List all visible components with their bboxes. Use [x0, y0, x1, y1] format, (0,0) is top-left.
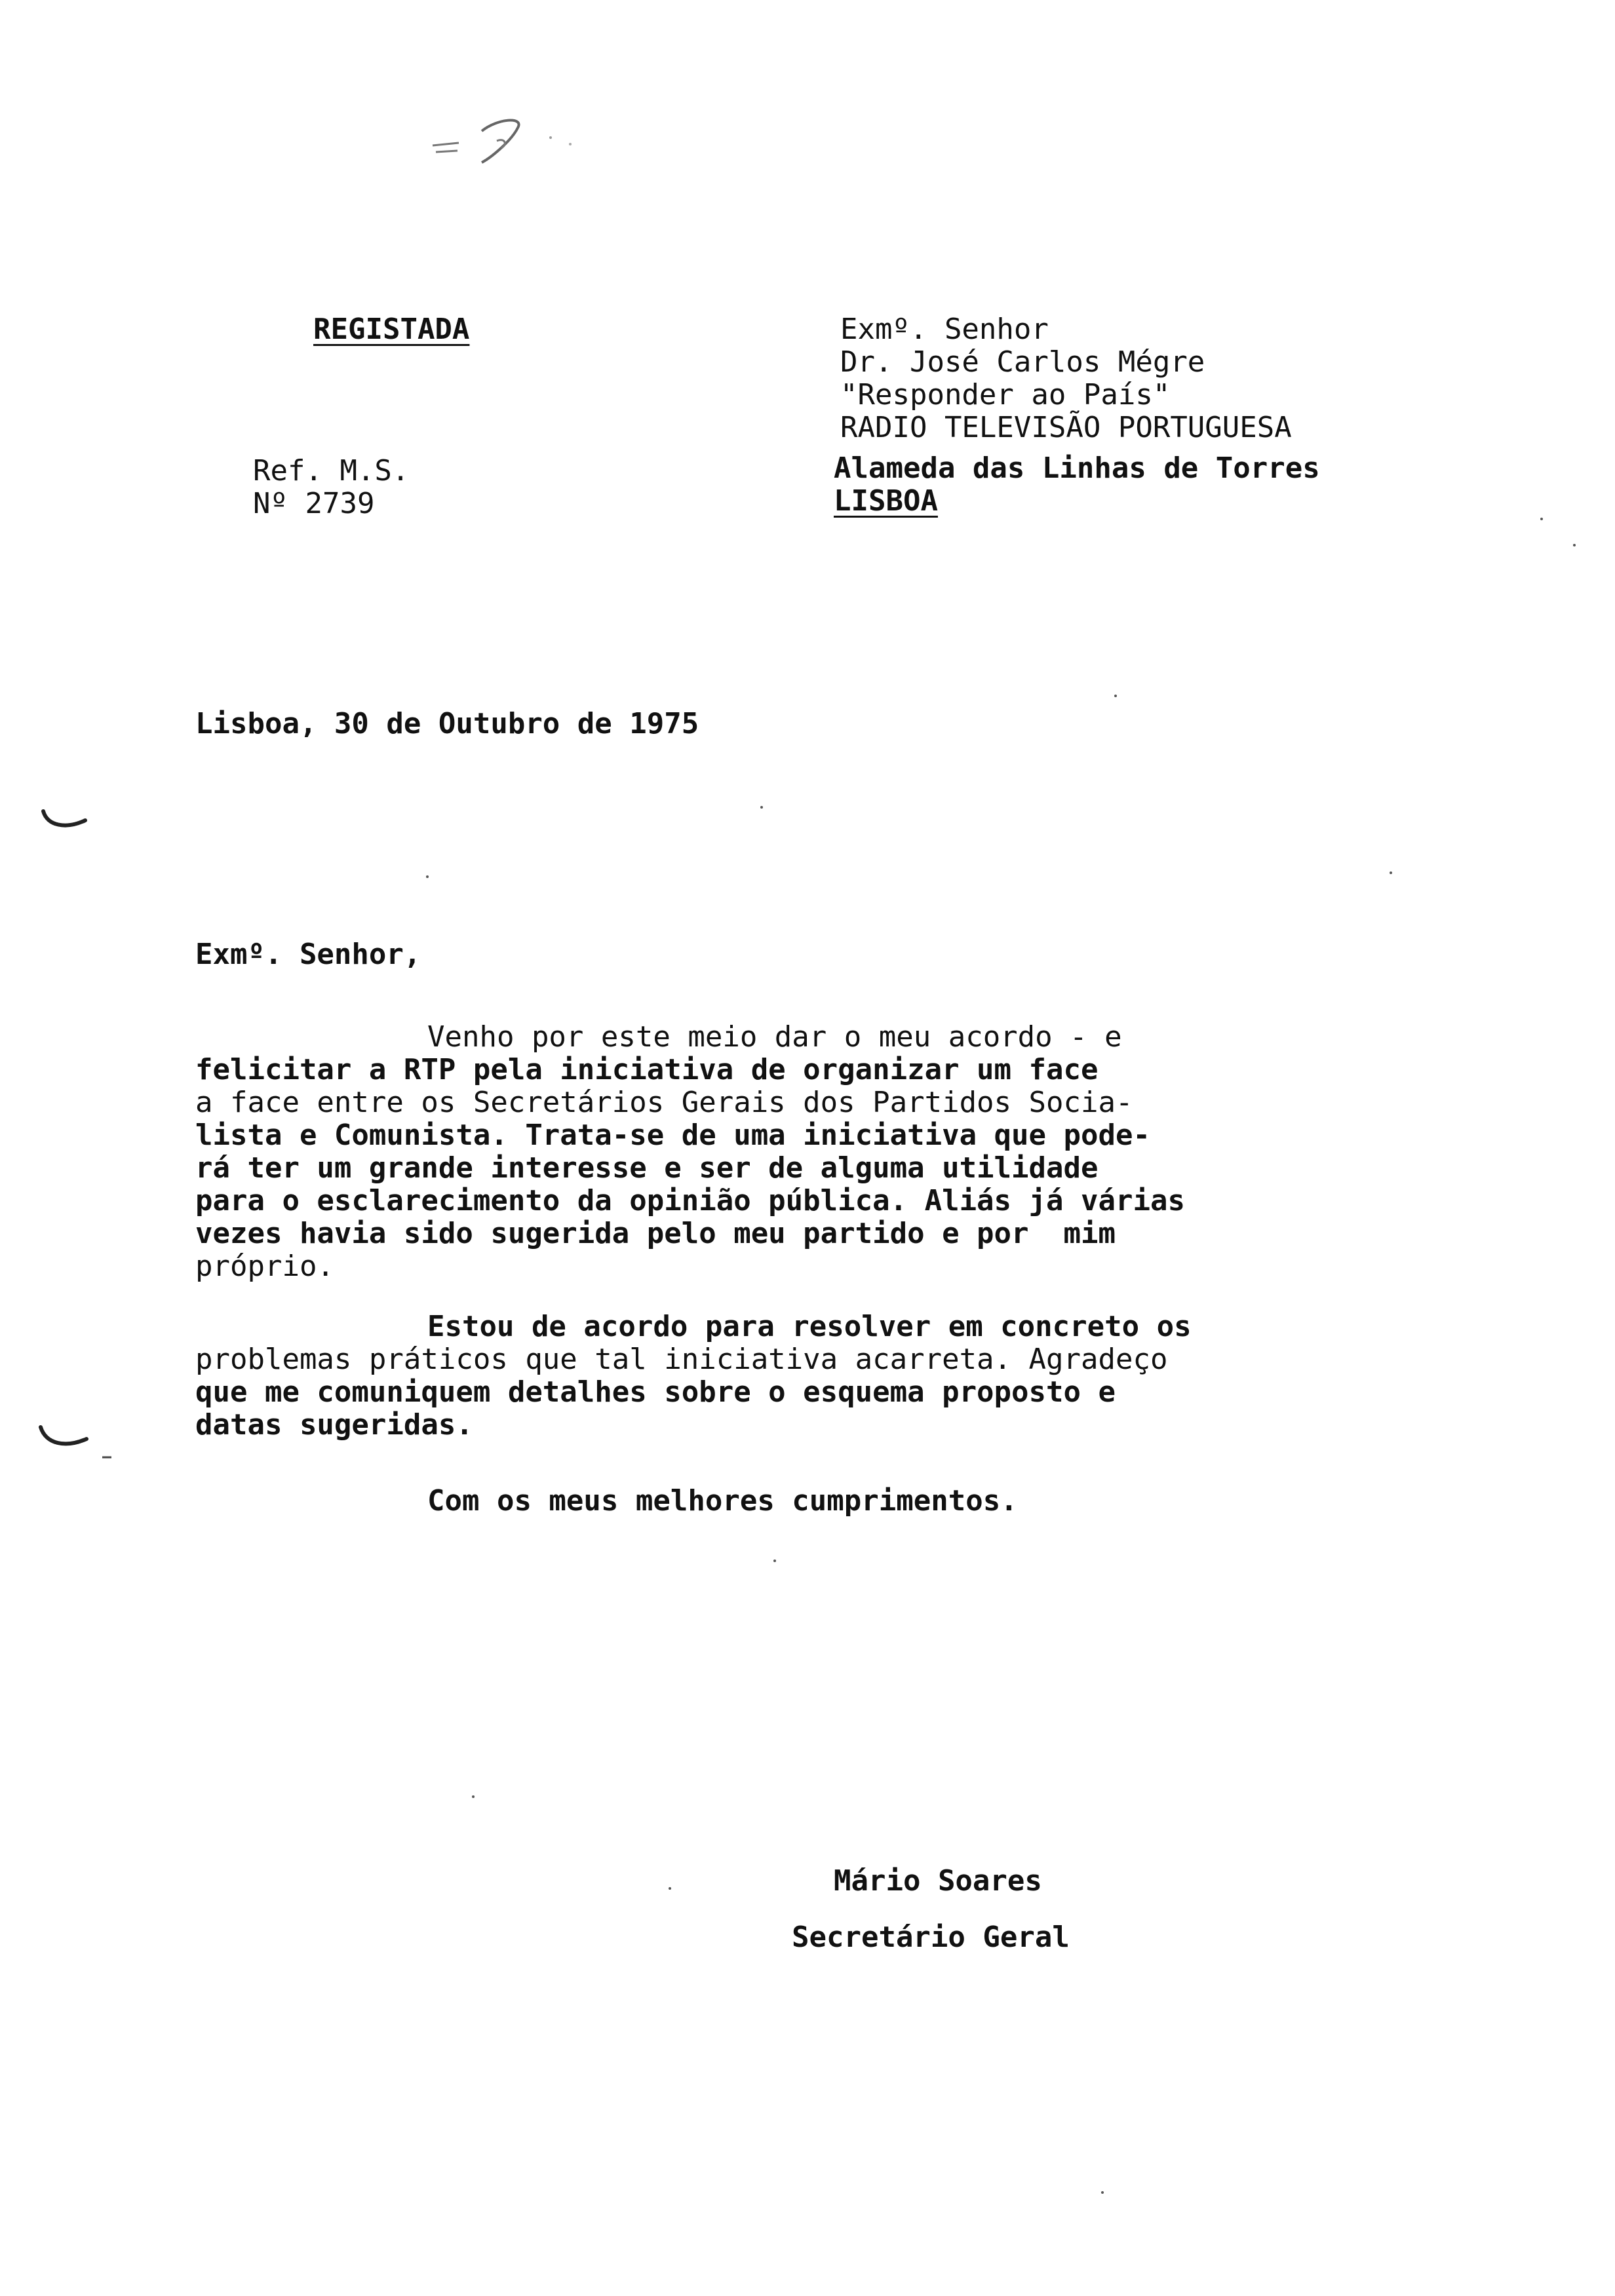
paragraph-2-line: problemas práticos que tal iniciativa acarreta. Agradeço	[195, 1343, 1168, 1376]
reference-line-2: Nº 2739	[253, 487, 375, 520]
paragraph-1-line: Venho por este meio dar o meu acordo - e	[427, 1020, 1122, 1054]
paragraph-1-line: vezes havia sido sugerida pelo meu partido e por mim	[195, 1217, 1116, 1250]
recipient-street: Alameda das Linhas de Torres	[834, 451, 1320, 485]
signatory-name: Mário Soares	[834, 1864, 1042, 1898]
paragraph-2-line: Estou de acordo para resolver em concreto os	[427, 1310, 1192, 1343]
paragraph-1-line: felicitar a RTP pela iniciativa de organizar um face	[195, 1053, 1099, 1086]
speck	[1101, 2191, 1104, 2194]
recipient-city: LISBOA	[834, 484, 938, 518]
reference-line-1: Ref. M.S.	[253, 454, 410, 488]
closing: Com os meus melhores cumprimentos.	[427, 1484, 1018, 1518]
recipient-salutation-line: Exmº. Senhor	[840, 313, 1049, 346]
speck	[1114, 695, 1117, 697]
paragraph-1-line: próprio.	[195, 1250, 334, 1283]
handwritten-mark	[419, 105, 616, 170]
paragraph-1-line: lista e Comunista. Trata-se de uma iniciativa que pode-	[195, 1119, 1150, 1152]
speck	[1573, 544, 1576, 546]
salutation: Exmº. Senhor,	[195, 938, 421, 971]
paragraph-2-line: que me comuniquem detalhes sobre o esquema proposto e	[195, 1375, 1116, 1409]
speck	[1540, 518, 1543, 520]
speck	[669, 1887, 671, 1890]
signatory-title: Secretário Geral	[792, 1921, 1070, 1954]
punch-mark-icon	[37, 1422, 115, 1468]
speck	[1390, 871, 1392, 874]
speck	[760, 806, 763, 809]
date-line: Lisboa, 30 de Outubro de 1975	[195, 707, 699, 740]
punch-mark-icon	[39, 806, 98, 839]
paragraph-1-line: para o esclarecimento da opinião pública. Aliás já várias	[195, 1184, 1185, 1217]
paragraph-1-line: a face entre os Secretários Gerais dos Partidos Socia-	[195, 1086, 1133, 1119]
paragraph-2-line: datas sugeridas.	[195, 1408, 473, 1442]
recipient-name: Dr. José Carlos Mégre	[840, 345, 1205, 379]
paragraph-1-line: rá ter um grande interesse e ser de alguma utilidade	[195, 1151, 1099, 1185]
speck	[426, 875, 429, 878]
recipient-program: "Responder ao País"	[840, 378, 1171, 411]
recipient-organization: RADIO TELEVISÃO PORTUGUESA	[840, 411, 1292, 444]
speck	[472, 1795, 475, 1798]
speck	[773, 1559, 776, 1562]
registered-label: REGISTADA	[313, 313, 470, 346]
